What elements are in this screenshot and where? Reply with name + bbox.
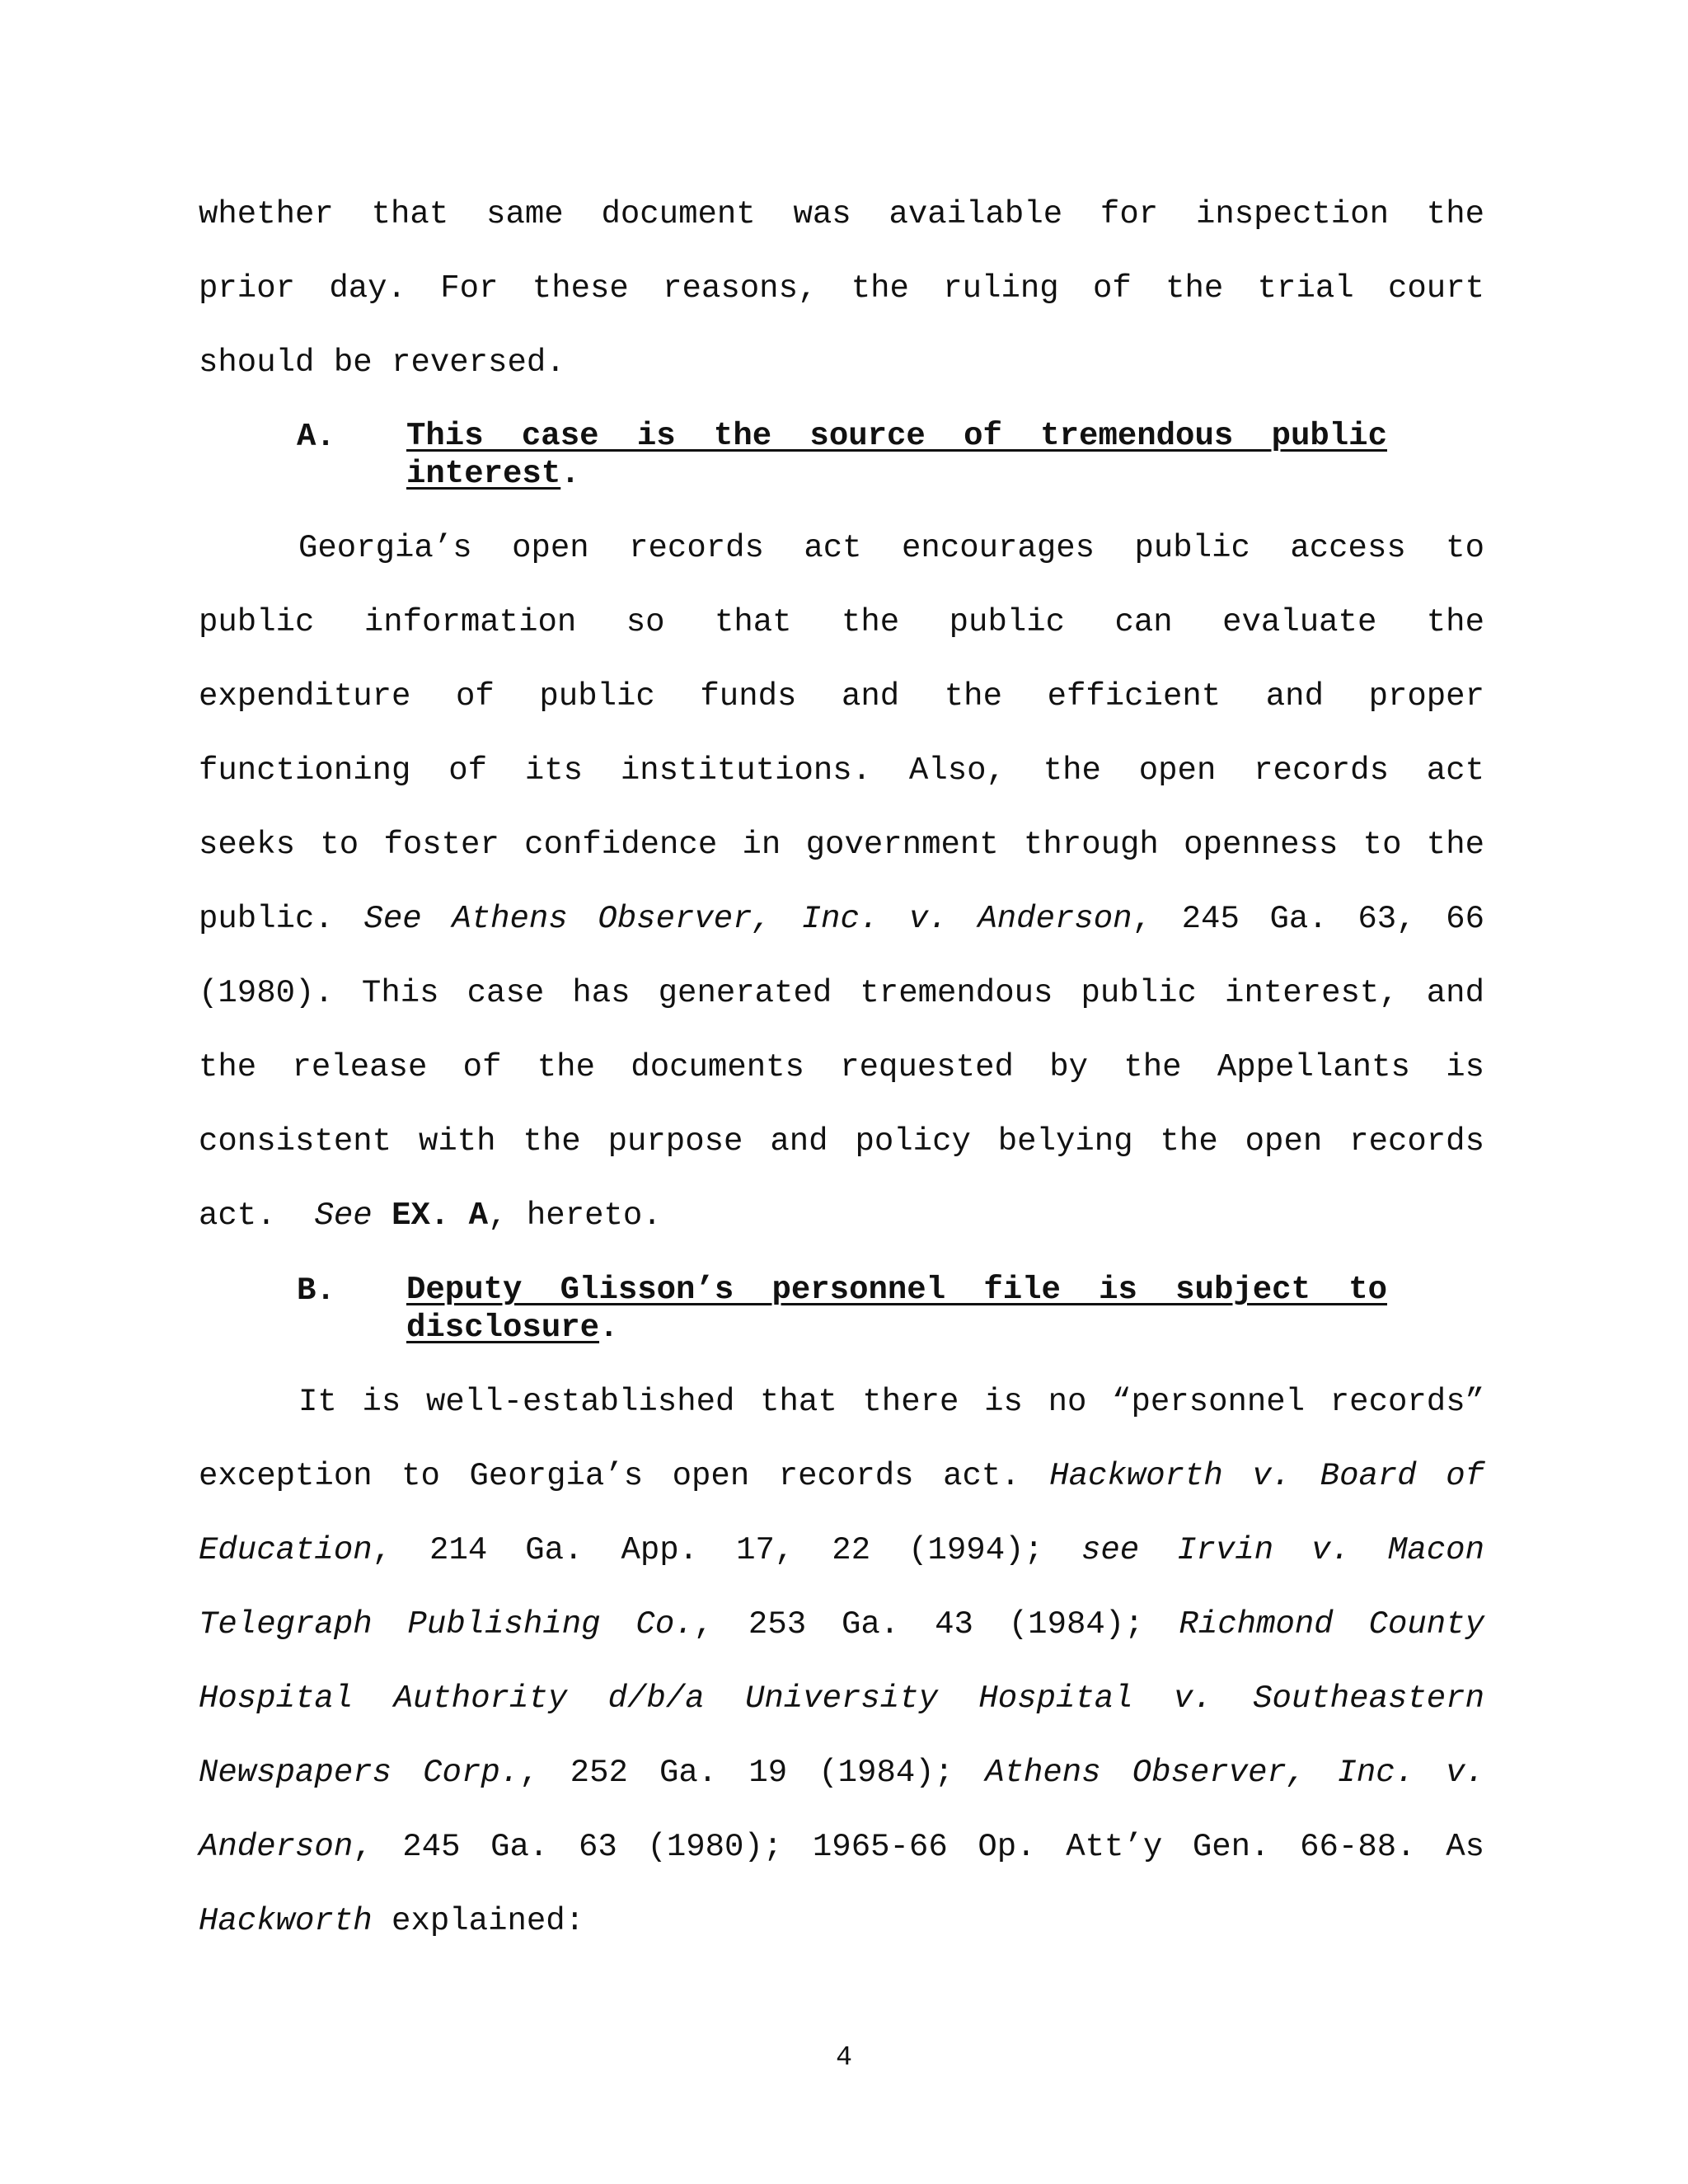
section-a-line-6-text: public. bbox=[199, 901, 364, 937]
section-a-line-5: seeks to foster confidence in government through openness to the bbox=[199, 827, 1484, 863]
section-a-line-6 bbox=[199, 899, 1484, 939]
section-b-line-6-reporter: , 252 Ga. 19 (1984); bbox=[519, 1755, 986, 1791]
intro-line-2: prior day. For these reasons, the ruling of the trial court bbox=[199, 270, 1484, 307]
section-b-letter: B. bbox=[297, 1272, 335, 1309]
section-b-line-2 bbox=[199, 1456, 1484, 1496]
section-b-line-1: It is well-established that there is no “personnel records” bbox=[298, 1384, 1484, 1420]
section-a-line-9: consistent with the purpose and policy belying the open records bbox=[199, 1123, 1484, 1160]
section-a-line-7: (1980). This case has generated tremendous public interest, and bbox=[199, 975, 1484, 1011]
section-b-heading bbox=[406, 1271, 1387, 1347]
section-a-title-line-2: interest bbox=[406, 456, 561, 492]
section-a-line-8: the release of the documents requested by the Appellants is bbox=[199, 1049, 1484, 1085]
citation-hospital-authority: Hospital Authority d/b/a University Hospital v. Southeastern bbox=[199, 1680, 1484, 1717]
section-b-line-3-reporter: , 214 Ga. App. 17, 22 (1994); bbox=[372, 1532, 1081, 1568]
citation-anderson: Anderson bbox=[199, 1829, 354, 1865]
section-b-line-4 bbox=[199, 1605, 1484, 1644]
section-b-line-5 bbox=[199, 1679, 1484, 1718]
section-a-title-line-1: This case is the source of tremendous public bbox=[406, 418, 1387, 454]
section-a-line-2: public information so that the public can evaluate the bbox=[199, 604, 1484, 640]
citation-hackworth-cont: Education bbox=[199, 1532, 373, 1568]
section-a-letter: A. bbox=[297, 419, 335, 455]
section-b-title-line-1: Deputy Glisson’s personnel file is subject to bbox=[406, 1272, 1387, 1308]
section-b-line-7 bbox=[199, 1827, 1484, 1867]
page-number: 4 bbox=[836, 2042, 852, 2073]
citation-athens-observer-2: Athens Observer, Inc. v. bbox=[985, 1755, 1484, 1791]
section-b-line-4-reporter: , 253 Ga. 43 (1984); bbox=[693, 1606, 1179, 1643]
section-a-line-10 bbox=[199, 1196, 1484, 1235]
signal-see: See bbox=[314, 1197, 373, 1234]
citation-richmond: Richmond County bbox=[1179, 1606, 1484, 1643]
exhibit-reference: EX. A bbox=[392, 1197, 489, 1234]
citation-athens-observer: See Athens Observer, Inc. v. Anderson bbox=[363, 901, 1132, 937]
section-a-title-end: . bbox=[560, 456, 580, 492]
section-a-line-1: Georgia’s open records act encourages public access to bbox=[298, 530, 1484, 566]
section-b-line-8 bbox=[199, 1901, 1484, 1941]
intro-line-1: whether that same document was available for inspection the bbox=[199, 196, 1484, 232]
section-b-line-2-text: exception to Georgia’s open records act. bbox=[199, 1458, 1050, 1494]
section-b-line-6 bbox=[199, 1753, 1484, 1793]
section-a-line-10-text: act. bbox=[199, 1197, 315, 1234]
citation-hackworth-short: Hackworth bbox=[199, 1903, 373, 1939]
intro-line-3: should be reversed. bbox=[199, 344, 565, 381]
section-b-line-3 bbox=[199, 1530, 1484, 1570]
section-a-line-6-reporter: , 245 Ga. 63, 66 bbox=[1132, 901, 1484, 937]
section-a-line-4: functioning of its institutions. Also, the open records act bbox=[199, 752, 1484, 789]
citation-irvin: see Irvin v. Macon bbox=[1081, 1532, 1484, 1568]
section-b-line-8-text: explained: bbox=[372, 1903, 585, 1939]
citation-newspapers: Newspapers Corp. bbox=[199, 1755, 520, 1791]
section-a-line-10-end: , hereto. bbox=[488, 1197, 662, 1234]
section-b-line-7-reporter: , 245 Ga. 63 (1980); 1965-66 Op. Att’y Gen. 66-88. As bbox=[353, 1829, 1484, 1865]
section-b-title-end: . bbox=[599, 1310, 619, 1346]
section-a-heading bbox=[406, 417, 1387, 493]
citation-hackworth: Hackworth v. Board of bbox=[1049, 1458, 1485, 1494]
section-a-line-3: expenditure of public funds and the efficient and proper bbox=[199, 678, 1484, 715]
citation-telegraph: Telegraph Publishing Co. bbox=[199, 1606, 694, 1643]
section-b-title-line-2: disclosure bbox=[406, 1310, 600, 1346]
